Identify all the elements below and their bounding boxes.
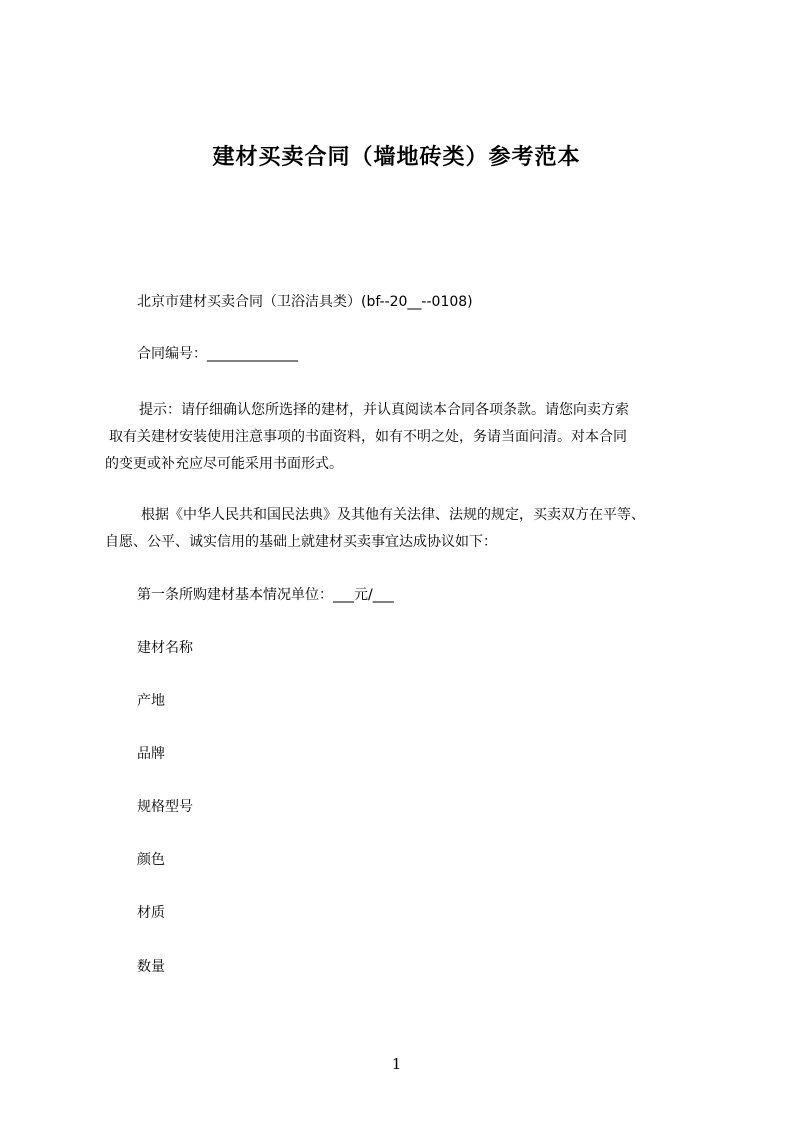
page-title: 建材买卖合同（墙地砖类）参考范本 (212, 145, 581, 170)
field-quantity: 数量 (137, 959, 165, 975)
field-brand: 品牌 (137, 746, 165, 762)
page-number: 1 (391, 1055, 402, 1073)
tip-line: 提示：请仔细确认您所选择的建材，并认真阅读本合同各项条款。请您向卖方索 (139, 402, 629, 418)
contract-subtitle: 北京市建材买卖合同（卫浴洁具类）(bf--20__--0108) (137, 294, 473, 310)
contract-number: 合同编号：_____________ (137, 346, 298, 362)
basis-line: 根据《中华人民共和国民法典》及其他有关法律、法规的规定，买卖双方在平等、 (141, 507, 645, 523)
field-material-name: 建材名称 (137, 640, 193, 656)
field-spec-model: 规格型号 (137, 799, 193, 815)
article-1-heading: 第一条所购建材基本情况单位：___元/___ (137, 587, 394, 603)
tip-line: 取有关建材安装使用注意事项的书面资料，如有不明之处，务请当面问清。对本合同 (109, 429, 627, 445)
field-material: 材质 (137, 905, 165, 921)
field-color: 颜色 (137, 852, 165, 868)
field-origin: 产地 (137, 693, 165, 709)
basis-line: 自愿、公平、诚实信用的基础上就建材买卖事宜达成协议如下： (105, 534, 497, 550)
tip-line: 的变更或补充应尽可能采用书面形式。 (105, 456, 343, 472)
